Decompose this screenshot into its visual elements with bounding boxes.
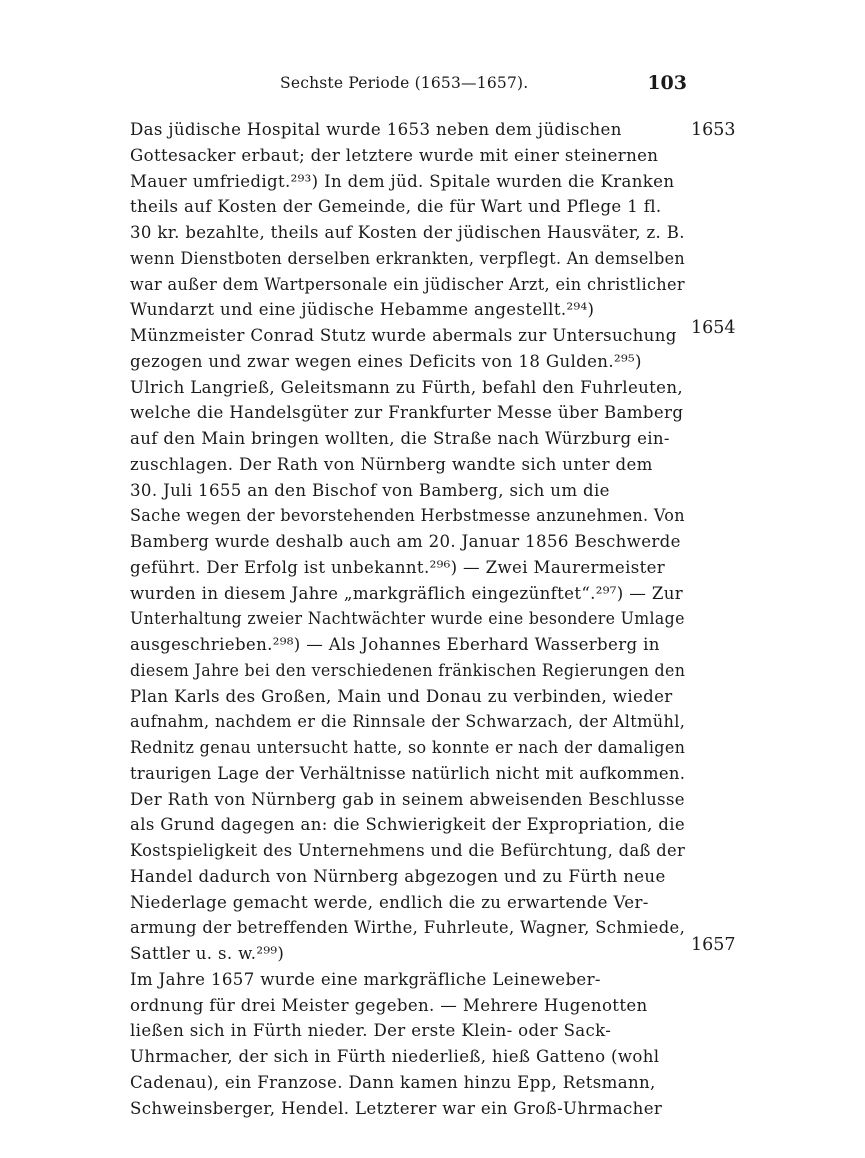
- text-line: wenn Dienstboten derselben erkrankten, verpflegt. An demselben: [130, 249, 686, 268]
- text-line: Mauer umfriedigt.²⁹³) In dem jüd. Spitale wurden die Kranken: [130, 172, 675, 191]
- margin-year-1653: 1653: [691, 120, 736, 140]
- text-line: geführt. Der Erfolg ist unbekannt.²⁹⁶) — Zwei Maurermeister: [130, 558, 666, 577]
- text-line: war außer dem Wartpersonale ein jüdischer Arzt, ein christlicher: [130, 275, 685, 294]
- text-line: Im Jahre 1657 wurde eine markgräfliche Leineweber-: [130, 970, 601, 989]
- text-line: Der Rath von Nürnberg gab in seinem abweisenden Beschlusse: [130, 790, 685, 809]
- text-line: Münzmeister Conrad Stutz wurde abermals zur Untersuchung: [130, 326, 677, 345]
- text-line: diesem Jahre bei den verschiedenen fränkischen Regierungen den: [130, 661, 686, 680]
- text-line: aufnahm, nachdem er die Rinnsale der Schwarzach, der Altmühl,: [130, 712, 686, 731]
- text-line: als Grund dagegen an: die Schwierigkeit der Expropriation, die: [130, 815, 686, 834]
- text-line: auf den Main bringen wollten, die Straße nach Würzburg ein-: [130, 429, 670, 448]
- text-line: welche die Handelsgüter zur Frankfurter Messe über Bamberg: [130, 403, 684, 422]
- margin-year-1654: 1654: [691, 318, 736, 338]
- text-line: ordnung für drei Meister gegeben. — Mehrere Hugenotten: [130, 996, 648, 1015]
- text-line: gezogen und zwar wegen eines Deficits von 18 Gulden.²⁹⁵): [130, 352, 642, 371]
- text-line: Gottesacker erbaut; der letztere wurde mit einer steinernen: [130, 146, 659, 165]
- text-line: ließen sich in Fürth nieder. Der erste Klein- oder Sack-: [130, 1021, 612, 1040]
- text-line: traurigen Lage der Verhältnisse natürlich nicht mit aufkommen.: [130, 764, 686, 783]
- text-line: Unterhaltung zweier Nachtwächter wurde eine besondere Umlage: [130, 609, 685, 628]
- text-line: ausgeschrieben.²⁹⁸) — Als Johannes Eberhard Wasserberg in: [130, 635, 660, 654]
- page-header-title: Sechste Periode (1653—1657).: [280, 74, 529, 92]
- text-line: Rednitz genau untersucht hatte, so konnte er nach der damaligen: [130, 738, 686, 757]
- text-line: theils auf Kosten der Gemeinde, die für Wart und Pflege 1 fl.: [130, 197, 662, 216]
- text-line: Uhrmacher, der sich in Fürth niederließ, hieß Gatteno (wohl: [130, 1047, 660, 1066]
- text-line: Ulrich Langrieß, Geleitsmann zu Fürth, befahl den Fuhrleuten,: [130, 378, 683, 397]
- running-head: [130, 74, 687, 98]
- text-line: Schweinsberger, Hendel. Letzterer war ein Groß-Uhrmacher: [130, 1099, 663, 1118]
- text-line: Cadenau), ein Franzose. Dann kamen hinzu Epp, Retsmann,: [130, 1073, 656, 1092]
- text-line: armung der betreffenden Wirthe, Fuhrleute, Wagner, Schmiede,: [130, 918, 686, 937]
- page-number: 103: [647, 72, 687, 94]
- margin-year-1657: 1657: [691, 935, 736, 955]
- text-line: Niederlage gemacht werde, endlich die zu erwartende Ver-: [130, 893, 649, 912]
- text-line: Sattler u. s. w.²⁹⁹): [130, 944, 285, 963]
- text-line: Plan Karls des Großen, Main und Donau zu verbinden, wieder: [130, 687, 673, 706]
- text-line: 30. Juli 1655 an den Bischof von Bamberg, sich um die: [130, 481, 610, 500]
- text-line: zuschlagen. Der Rath von Nürnberg wandte sich unter dem: [130, 455, 653, 474]
- text-line: Wundarzt und eine jüdische Hebamme angestellt.²⁹⁴): [130, 300, 595, 319]
- text-line: Bamberg wurde deshalb auch am 20. Januar 1856 Beschwerde: [130, 532, 681, 551]
- text-line: Handel dadurch von Nürnberg abgezogen und zu Fürth neue: [130, 867, 666, 886]
- text-line: 30 kr. bezahlte, theils auf Kosten der jüdischen Hausväter, z. B.: [130, 223, 685, 242]
- text-line: wurden in diesem Jahre „markgräflich eingezünftet“.²⁹⁷) — Zur: [130, 584, 684, 603]
- text-line: Sache wegen der bevorstehenden Herbstmesse anzunehmen. Von: [130, 506, 685, 525]
- text-line: Kostspieligkeit des Unternehmens und die Befürchtung, daß der: [130, 841, 686, 860]
- text-line: Das jüdische Hospital wurde 1653 neben dem jüdischen: [130, 120, 622, 139]
